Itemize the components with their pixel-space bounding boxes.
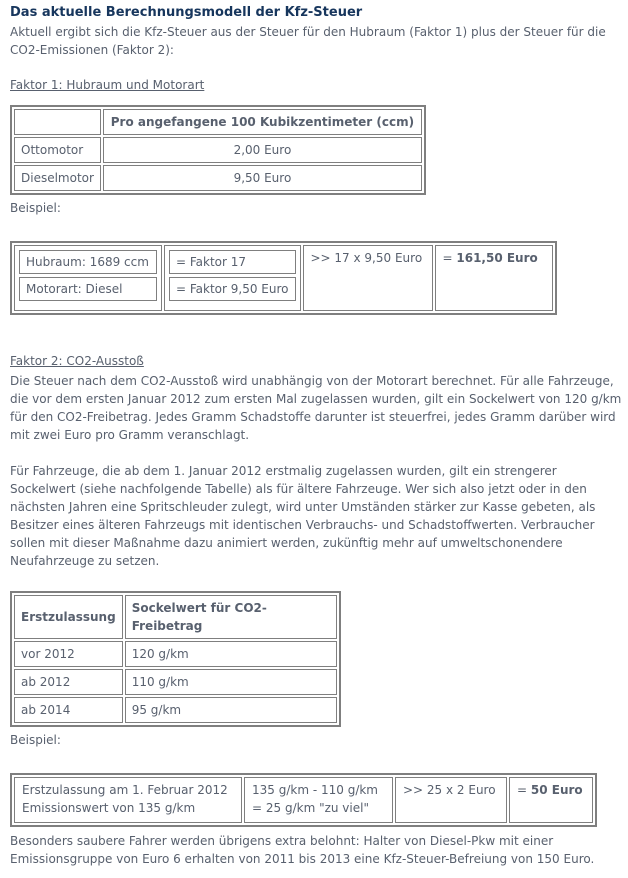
table-header-row (14, 595, 337, 639)
row-value: 2,00 Euro (103, 137, 422, 163)
result-prefix: = (442, 251, 457, 265)
row-label: Dieselmotor (14, 165, 101, 191)
row-label: vor 2012 (14, 641, 123, 667)
example-subtraction-cell (244, 777, 393, 823)
subtraction-line: 135 g/km - 110 g/km (252, 783, 378, 797)
factor2-paragraph-1: Die Steuer nach dem CO2-Ausstoß wird unabhängig von der Motorart berechnet. Für alle Fahrzeuge, die vor dem ersten Januar 2012 zum ersten Mal zugelassen wurden, gilt ein Sockelwert von 120 g/km für den CO2-Freibetrag. Jedes Gramm Schadstoffe darunter ist steuerfrei, jedes Gramm darüber wird mit zwei Euro pro Gramm veranschlagt. (10, 374, 622, 442)
section-heading-factor1: Faktor 1: Hubraum und Motorart (10, 78, 205, 92)
example-row (14, 245, 553, 311)
example-row (14, 777, 593, 823)
table-row (14, 165, 422, 191)
example-calculation-factor1 (10, 241, 557, 315)
table-column-header: Erstzulassung (14, 595, 123, 639)
row-value: 120 g/km (125, 641, 337, 667)
input-emission: Emissionswert von 135 g/km (22, 801, 196, 815)
table-column-header: Sockelwert für CO2- Freibetrag (125, 595, 337, 639)
example-inputs-cell (14, 245, 162, 311)
table-header-row (14, 109, 422, 135)
factor2-paragraph-2: Für Fahrzeuge, die ab dem 1. Januar 2012 erstmalig zugelassen wurden, gilt ein strengerer Sockelwert (siehe nachfolgende Tabelle) als für ältere Fahrzeuge. Wer sich also jetzt oder in den nächsten Jahren eine Spritschleuder zulegt, wird unter Umständen stärker zur Kasse gebeten, als Besitzer eines älteren Fahrzeugs mit identischen Verbrauchs- und Schadstoffwerten. Verbraucher sollen mit dieser Maßnahme dazu animiert werden, zukünftig mehr auf umweltschonendere Neufahrzeuge zu setzen. (10, 464, 596, 568)
table-corner-cell (14, 109, 101, 135)
example-calculation-factor2 (10, 773, 597, 827)
row-value: 110 g/km (125, 669, 337, 695)
input-registration: Erstzulassung am 1. Februar 2012 (22, 783, 228, 797)
example-label-factor2: Beispiel: (10, 733, 61, 747)
input-displacement: Hubraum: 1689 ccm (19, 250, 157, 274)
table-row (14, 669, 337, 695)
engine-tax-table (10, 105, 426, 195)
row-value: 95 g/km (125, 697, 337, 723)
table-row (14, 641, 337, 667)
row-value: 9,50 Euro (103, 165, 422, 191)
co2-allowance-table (10, 591, 341, 727)
result-value: 50 Euro (530, 783, 583, 797)
page-title: Das aktuelle Berechnungsmodell der Kfz-Steuer (10, 5, 363, 20)
example-result-cell (509, 777, 593, 823)
factor-count: = Faktor 17 (169, 250, 296, 274)
intro-paragraph: Aktuell ergibt sich die Kfz-Steuer aus der Steuer für den Hubraum (Faktor 1) plus der Steuer für die CO2-Emissionen (Faktor 2): (10, 25, 606, 57)
example-calculation-cell: >> 25 x 2 Euro (395, 777, 507, 823)
table-column-header: Pro angefangene 100 Kubikzentimeter (ccm) (103, 109, 422, 135)
row-label: ab 2014 (14, 697, 123, 723)
example-factors-cell (164, 245, 301, 311)
example-inputs-cell (14, 777, 242, 823)
closing-paragraph: Besonders saubere Fahrer werden übrigens extra belohnt: Halter von Diesel-Pkw mit einer Emissionsgruppe von Euro 6 erhalten von 2011 bis 2013 eine Kfz-Steuer-Befreiung von 150 Euro. (10, 834, 595, 866)
example-calculation-cell: >> 17 x 9,50 Euro (303, 245, 433, 311)
section-heading-factor2: Faktor 2: CO2-Ausstoß (10, 354, 144, 368)
example-result-cell (435, 245, 553, 311)
example-label-factor1: Beispiel: (10, 201, 61, 215)
result-prefix: = (517, 783, 531, 797)
table-row (14, 697, 337, 723)
input-engine-type: Motorart: Diesel (19, 277, 157, 301)
row-label: ab 2012 (14, 669, 123, 695)
table-row (14, 137, 422, 163)
result-value: 161,50 Euro (456, 251, 538, 265)
row-label: Ottomotor (14, 137, 101, 163)
factor-rate: = Faktor 9,50 Euro (169, 277, 296, 301)
excess-line: = 25 g/km "zu viel" (252, 801, 369, 815)
